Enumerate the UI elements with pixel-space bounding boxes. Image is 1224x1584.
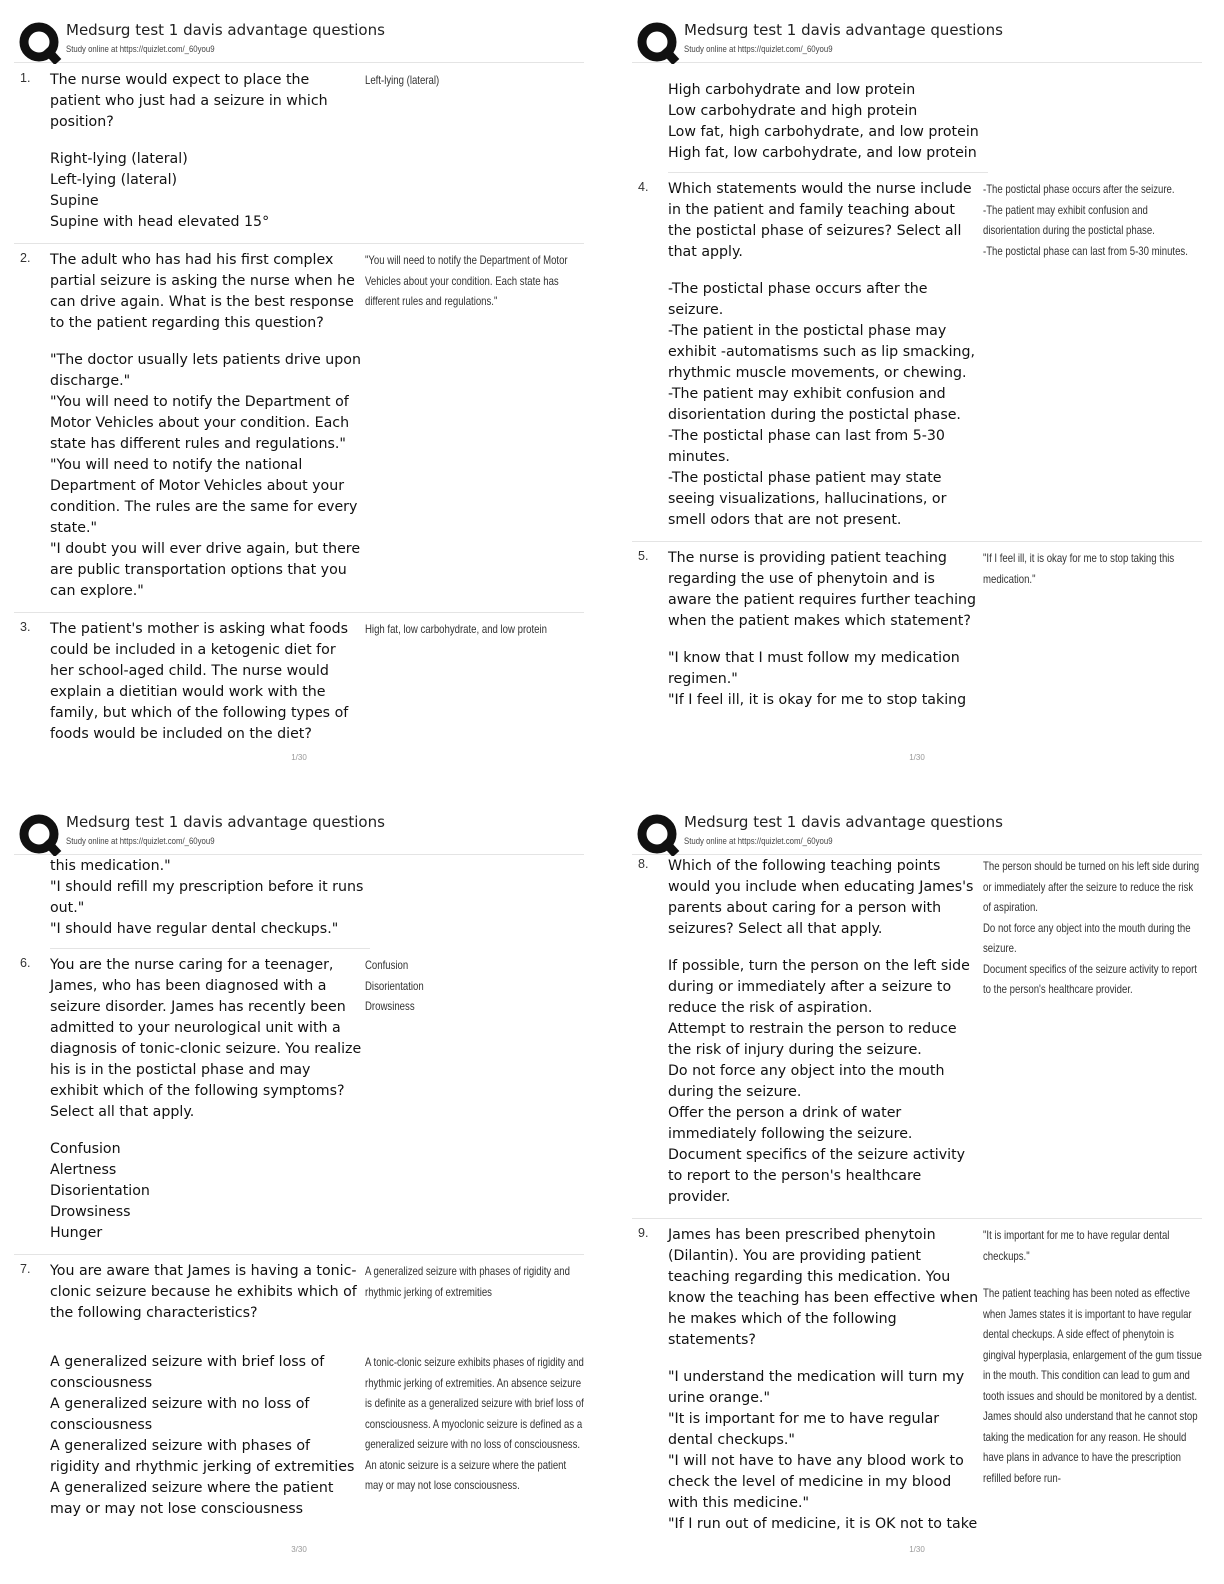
question-card (14, 1255, 584, 1530)
option-item: "You will need to notify the Department of Motor Vehicles about your condition. Each state has different rules and regulations." (50, 394, 350, 452)
answer-item: -The postictal phase can last from 5-30 minutes. (983, 243, 1188, 258)
question-text: Which statements would the nurse include in the patient and family teaching about the postictal phase of seizures? Select all that apply. (668, 181, 972, 260)
question-text: James has been prescribed phenytoin (Dilantin). You are providing patient teaching regarding this medication. You know the teaching has been effective when he makes which of the following statements? (668, 1227, 979, 1348)
option-item: "I should refill my prescription before it runs out." (50, 879, 364, 916)
question-card (632, 856, 1202, 1219)
question-text: The nurse would expect to place the patient who just had a seizure in which position? (50, 72, 328, 130)
option-item: Alertness (50, 1162, 117, 1178)
page-number: 1/30 (291, 753, 307, 762)
option-item: Low carbohydrate and high protein (668, 103, 918, 119)
question-text: Which of the following teaching points would you include when educating James's parents about caring for a person with seizures? Select all that apply. (668, 858, 974, 937)
question-card (14, 244, 584, 613)
document-title: Medsurg test 1 davis advantage questions (684, 21, 1003, 39)
option-item: "I will not have to have any blood work to check the level of medicine in my blood with this medicine." (668, 1453, 964, 1511)
page-header (14, 16, 584, 63)
options-list (50, 350, 362, 602)
rationale-text: A tonic-clonic seizure exhibits phases of rigidity and rhythmic jerking of extremities. An absence seizure is definite as a generalized seizure with brief loss of consciousness. A myoclonic seizure is defined as a generalized seizure with no loss of consciousness. An atonic seizure is a seizure where the patient may or may not lose consciousness. (365, 1355, 584, 1492)
quizlet-logo-icon (636, 22, 680, 64)
answer-list (983, 856, 1202, 1000)
answer-item: -The patient may exhibit confusion and disorientation during the postictal phase. (983, 202, 1155, 237)
question-number: 7. (20, 1262, 31, 1276)
question-number: 2. (20, 251, 31, 265)
option-item: Supine with head elevated 15° (50, 214, 270, 230)
option-item: Left-lying (lateral) (50, 172, 178, 188)
option-item: -The postictal phase occurs after the seizure. (668, 281, 928, 318)
option-item: "You will need to notify the national Department of Motor Vehicles about your condition. The rules are the same for every state." (50, 457, 358, 536)
answer-text: "If I feel ill, it is okay for me to stop taking this medication." (983, 551, 1175, 586)
question-text: You are aware that James is having a tonic-clonic seizure because he exhibits which of the following characteristics? (50, 1263, 357, 1321)
answer-item: Document specifics of the seizure activity to report to the person's healthcare provider. (983, 961, 1197, 996)
option-item: Hunger (50, 1225, 103, 1241)
option-item: "It is important for me to have regular dental checkups." (668, 1411, 940, 1448)
quizlet-logo-icon (18, 22, 62, 64)
page-number: 1/30 (909, 753, 925, 762)
answer-item: Drowsiness (365, 999, 415, 1013)
option-item: Low fat, high carbohydrate, and low protein (668, 124, 979, 140)
option-item: "I know that I must follow my medication regimen." (668, 650, 960, 687)
answer-text: High fat, low carbohydrate, and low protein (365, 622, 547, 636)
page-header (632, 16, 1202, 63)
answer-text: "It is important for me to have regular dental checkups." (983, 1228, 1170, 1263)
option-item: High fat, low carbohydrate, and low protein (668, 145, 977, 161)
page-number: 1/30 (909, 1545, 925, 1554)
document-page (14, 808, 584, 1568)
answer-item: -The postictal phase occurs after the seizure. (983, 182, 1175, 196)
option-item: -The patient may exhibit confusion and disorientation during the postictal phase. (668, 386, 961, 423)
answer-text: A generalized seizure with phases of rigidity and rhythmic jerking of extremities (365, 1264, 570, 1299)
option-item: -The postictal phase patient may state seeing visualizations, hallucinations, or smell odors that are not present. (668, 470, 947, 528)
option-item: Offer the person a drink of water immediately following the seizure. (668, 1105, 913, 1142)
option-item: "I should have regular dental checkups." (50, 921, 339, 937)
option-item: -The postictal phase can last from 5-30 minutes. (668, 428, 945, 465)
answer-item: Confusion (365, 958, 409, 972)
page-header (632, 808, 1202, 855)
question-card (632, 1219, 1202, 1545)
question-number: 9. (638, 1226, 649, 1240)
question-number: 5. (638, 549, 649, 563)
question-card (14, 613, 584, 755)
quizlet-logo-icon (636, 814, 680, 856)
answer-item: Disorientation (365, 978, 424, 993)
document-page (632, 16, 1202, 776)
rationale-text: The patient teaching has been noted as effective when James states it is important to have regular dental checkups. A side effect of phenytoin is gingival hyperplasia, enlargement of the gum tissue in the mouth. This condition can lead to gum and tooth issues and should be monitored by a dentist. James should also understand that he cannot stop taking the medication for any reason. He should have plans in advance to have the prescription refilled before run- (983, 1286, 1202, 1485)
answer-list (365, 955, 584, 1017)
option-item: Do not force any object into the mouth during the seizure. (668, 1063, 945, 1100)
option-item: Attempt to restrain the person to reduce the risk of injury during the seizure. (668, 1021, 957, 1058)
question-card (632, 173, 1202, 542)
option-item: Drowsiness (50, 1204, 131, 1220)
page-header (14, 808, 584, 855)
continued-options (668, 64, 988, 173)
options-list (50, 149, 362, 233)
question-number: 4. (638, 180, 649, 194)
answer-text: "You will need to notify the Department of Motor Vehicles about your condition. Each state has different rules and regulations." (365, 253, 568, 308)
option-item: A generalized seizure with phases of rigidity and rhythmic jerking of extremities (50, 1438, 355, 1475)
study-link[interactable]: Study online at https://quizlet.com/_60you9 (684, 836, 833, 847)
option-item: "I understand the medication will turn my urine orange." (668, 1369, 965, 1406)
answer-list (983, 179, 1202, 261)
option-item: Supine (50, 193, 99, 209)
option-item: A generalized seizure with no loss of consciousness (50, 1396, 310, 1433)
option-item: "I doubt you will ever drive again, but there are public transportation options that you can explore." (50, 541, 361, 599)
document-page (14, 16, 584, 776)
option-item: Confusion (50, 1141, 121, 1157)
question-text: The nurse is providing patient teaching regarding the use of phenytoin and is aware the patient requires further teaching when the patient makes which statement? (668, 550, 977, 629)
question-number: 1. (20, 71, 31, 85)
document-page (632, 808, 1202, 1568)
study-link[interactable]: Study online at https://quizlet.com/_60you9 (66, 44, 215, 55)
question-number: 8. (638, 857, 649, 871)
question-card (632, 542, 1202, 721)
document-title: Medsurg test 1 davis advantage questions (684, 813, 1003, 831)
question-card (14, 64, 584, 244)
question-text: The adult who has had his first complex partial seizure is asking the nurse when he can drive again. What is the best response to the patient regarding this question? (50, 252, 355, 331)
question-text: You are the nurse caring for a teenager, James, who has been diagnosed with a seizure disorder. James has recently been admitted to your neurological unit with a diagnosis of tonic-clonic seizure. You realize his is in the postictal phase and may exhibit which of the following symptoms? Select all that apply. (50, 957, 362, 1120)
document-title: Medsurg test 1 davis advantage questions (66, 21, 385, 39)
option-item: Right-lying (lateral) (50, 151, 188, 167)
option-item: If possible, turn the person on the left side during or immediately after a seizure to reduce the risk of aspiration. (668, 958, 970, 1016)
option-item: Disorientation (50, 1183, 150, 1199)
options-list (50, 1139, 362, 1244)
continued-options (50, 856, 370, 949)
option-item: "The doctor usually lets patients drive upon discharge." (50, 352, 361, 389)
options-list (668, 1367, 980, 1535)
option-item: "If I feel ill, it is okay for me to stop taking (668, 692, 967, 708)
option-item: "If I run out of medicine, it is OK not to take (668, 1516, 978, 1532)
option-item: Document specifics of the seizure activity to report to the person's healthcare provider. (668, 1147, 966, 1205)
answer-item: Do not force any object into the mouth during the seizure. (983, 920, 1191, 955)
option-item: High carbohydrate and low protein (668, 82, 916, 98)
option-item: A generalized seizure with brief loss of consciousness (50, 1354, 325, 1391)
page-number: 3/30 (291, 1545, 307, 1554)
quizlet-logo-icon (18, 814, 62, 856)
question-card (14, 949, 584, 1255)
study-link[interactable]: Study online at https://quizlet.com/_60you9 (684, 44, 833, 55)
question-number: 6. (20, 956, 31, 970)
options-list (50, 1338, 362, 1520)
document-title: Medsurg test 1 davis advantage questions (66, 813, 385, 831)
answer-item: The person should be turned on his left side during or immediately after the seizure to reduce the risk of aspiration. (983, 859, 1200, 914)
question-number: 3. (20, 620, 31, 634)
option-item: A generalized seizure where the patient may or may not lose consciousness (50, 1480, 334, 1517)
answer-text: Left-lying (lateral) (365, 73, 440, 87)
options-list (668, 279, 980, 531)
option-item: this medication." (50, 858, 171, 874)
option-item: -The patient in the postictal phase may exhibit -automatisms such as lip smacking, rhythmic muscle movements, or chewing. (668, 323, 976, 381)
options-list (668, 956, 980, 1208)
study-link[interactable]: Study online at https://quizlet.com/_60you9 (66, 836, 215, 847)
question-text: The patient's mother is asking what foods could be included in a ketogenic diet for her school-aged child. The nurse would explain a dietitian would work with the family, but which of the following types of foods would be included on the diet? (50, 621, 349, 742)
options-list (668, 648, 980, 711)
